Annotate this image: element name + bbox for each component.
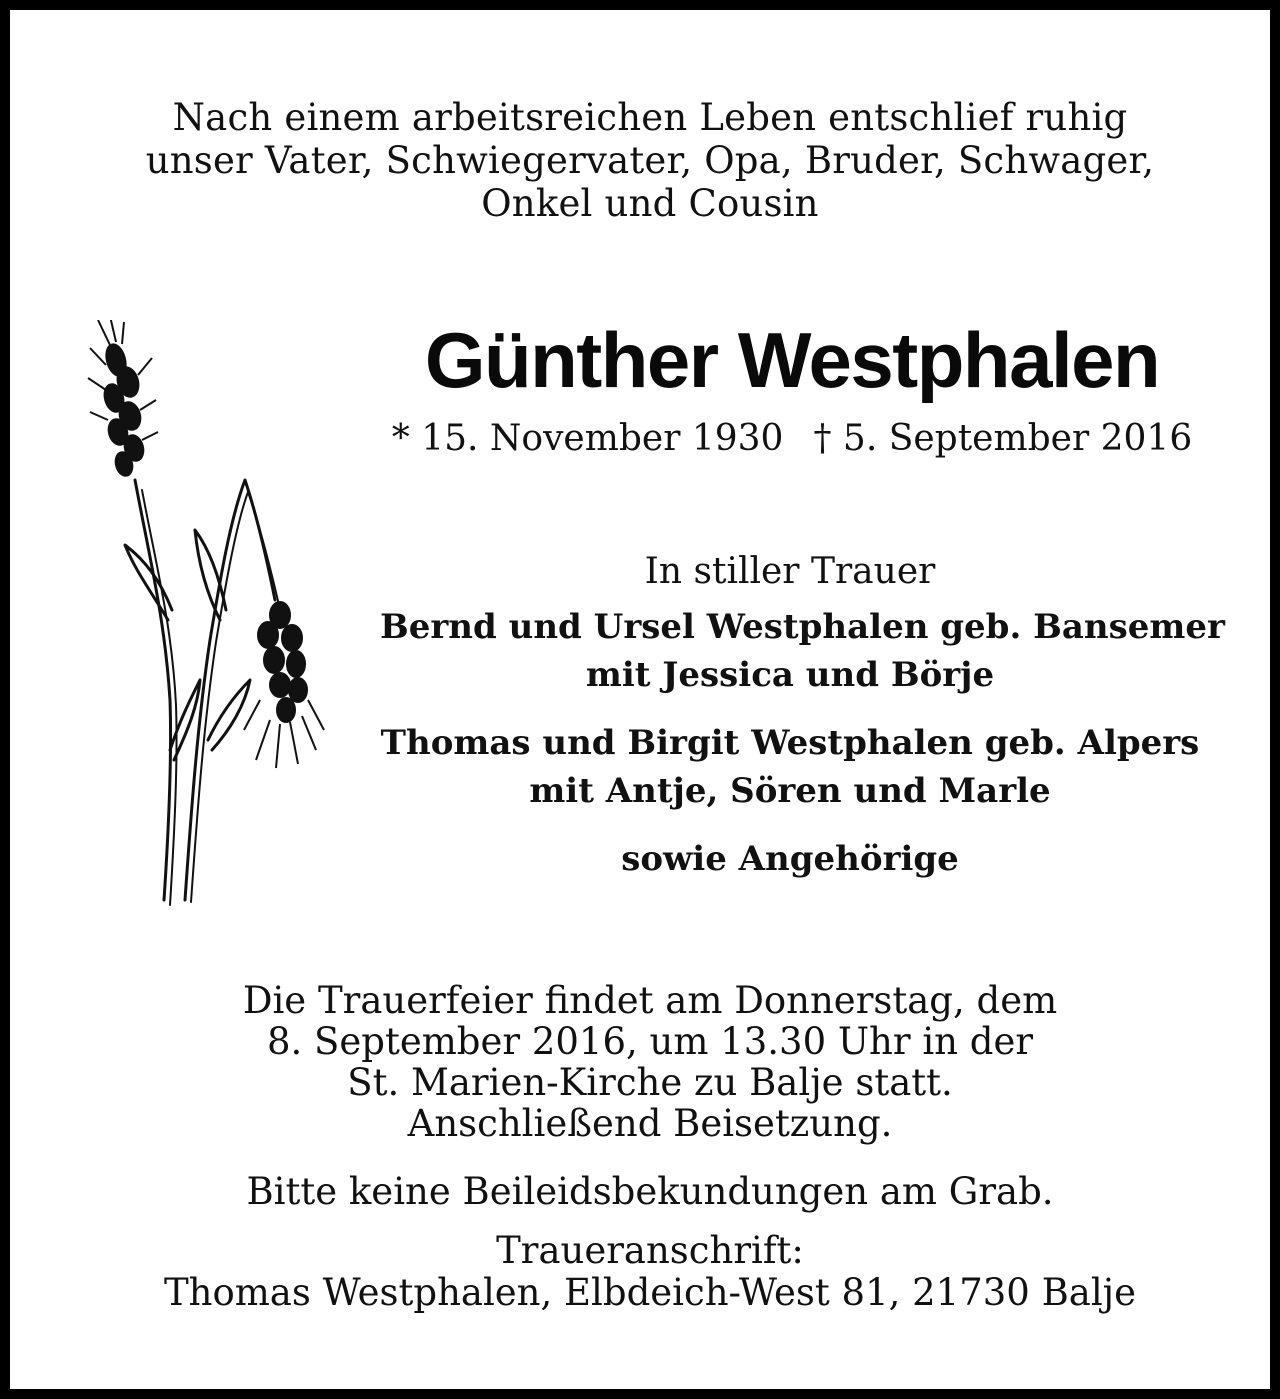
mourner-line: Bernd und Ursel Westphalen geb. Bansemer xyxy=(380,607,1225,647)
deceased-name: Günther Westphalen xyxy=(424,316,1160,404)
intro-line: Onkel und Cousin xyxy=(481,182,819,225)
funeral-line: Die Trauerfeier findet am Donnerstag, dem xyxy=(242,979,1058,1022)
mourners-lead: In stiller Trauer xyxy=(644,551,936,592)
funeral-info xyxy=(70,980,1230,1144)
mourning-address xyxy=(70,1230,1230,1314)
mourner-line: mit Jessica und Börje xyxy=(585,655,995,695)
address-line: Thomas Westphalen, Elbdeich-West 81, 21730 Balje xyxy=(163,1271,1137,1314)
condolence-note: Bitte keine Beileidsbekundungen am Grab. xyxy=(246,1170,1054,1213)
mourner-group xyxy=(380,835,1200,883)
funeral-line: St. Marien-Kirche zu Balje statt. xyxy=(347,1061,953,1104)
intro-text xyxy=(70,96,1230,225)
address-label: Traueranschrift: xyxy=(496,1229,804,1272)
funeral-line: 8. September 2016, um 13.30 Uhr in der xyxy=(266,1020,1034,1063)
funeral-line: Anschließend Beisetzung. xyxy=(407,1102,893,1145)
life-dates xyxy=(382,417,1202,461)
mourner-group xyxy=(380,603,1225,699)
birth-date: * 15. November 1930 xyxy=(391,418,784,459)
intro-line: unser Vater, Schwiegervater, Opa, Bruder, Schwager, xyxy=(145,139,1155,182)
wheat-ears-icon xyxy=(80,320,340,920)
mourners-block xyxy=(380,547,1225,903)
mourner-line: mit Antje, Sören und Marle xyxy=(529,771,1051,811)
death-date: † 5. September 2016 xyxy=(813,418,1193,459)
mourner-line: sowie Angehörige xyxy=(621,839,959,879)
mourner-group xyxy=(380,719,1200,815)
intro-line: Nach einem arbeitsreichen Leben entschlief ruhig xyxy=(172,96,1128,139)
mourner-line: Thomas und Birgit Westphalen geb. Alpers xyxy=(380,723,1200,763)
